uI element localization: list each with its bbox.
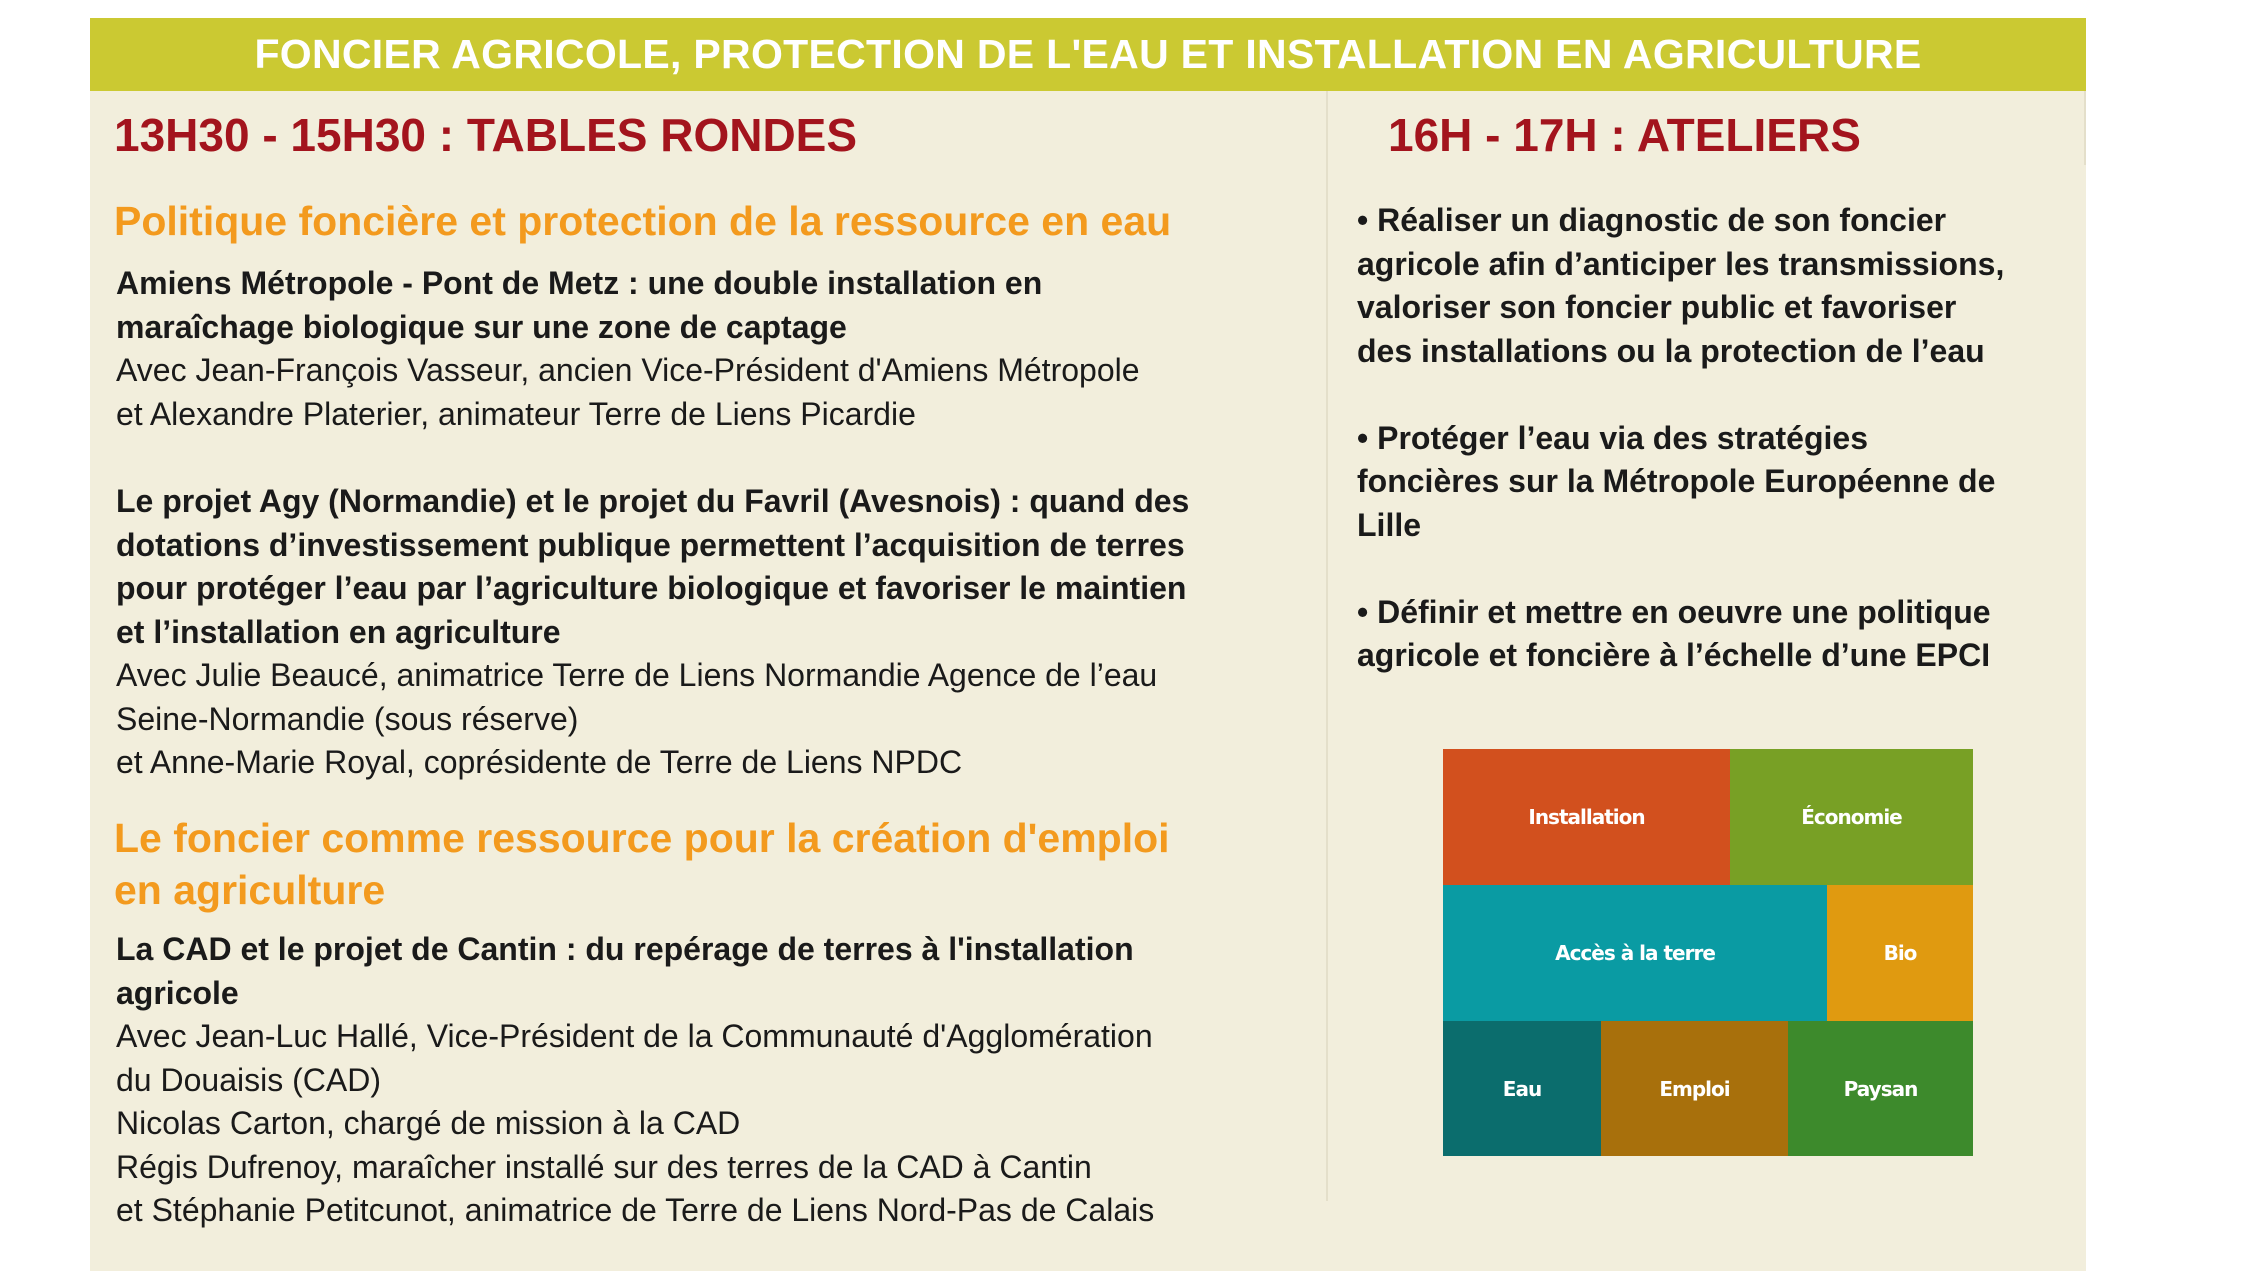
tile-emploi: Emploi: [1601, 1021, 1788, 1156]
workshop-item: [1357, 417, 2077, 548]
workshop-line: agricole afin d’anticiper les transmissions,: [1357, 245, 2005, 282]
talk-title-line: et l’installation en agriculture: [116, 613, 561, 650]
talk-title-line: maraîchage biologique sur une zone de captage: [116, 308, 847, 345]
speaker-line: Avec Jean-Luc Hallé, Vice-Président de la Communauté d'Agglomération: [116, 1018, 1153, 1054]
talk-title-line: dotations d’investissement publique permettent l’acquisition de terres: [116, 526, 1185, 563]
workshop-line: valoriser son foncier public et favoriser: [1357, 289, 1957, 325]
tile-bio: Bio: [1827, 885, 1973, 1021]
speaker-line: et Stéphanie Petitcunot, animatrice de Terre de Liens Nord-Pas de Calais: [116, 1192, 1155, 1228]
workshop-line: • Réaliser un diagnostic de son foncier: [1357, 202, 1947, 238]
page-banner-title: FONCIER AGRICOLE, PROTECTION DE L'EAU ET INSTALLATION EN AGRICULTURE: [90, 18, 2086, 91]
section-heading-line: en agriculture: [114, 867, 386, 913]
tile-eau: Eau: [1443, 1021, 1601, 1156]
speaker-line: Avec Julie Beaucé, animatrice Terre de Liens Normandie Agence de l’eau: [116, 657, 1158, 693]
speaker-line: et Alexandre Platerier, animateur Terre de Liens Picardie: [116, 395, 916, 432]
talk-title-line: agricole: [116, 974, 239, 1011]
tile-acces-terre: Accès à la terre: [1443, 885, 1827, 1021]
workshop-line: agricole et foncière à l’échelle d’une EPCI: [1357, 637, 1991, 673]
workshop-list: [1357, 199, 2077, 721]
talk-speakers-agy-favril: [116, 654, 1157, 785]
talk-title-line: Amiens Métropole - Pont de Metz : une double installation en: [116, 265, 1043, 301]
speaker-line: et Anne-Marie Royal, coprésidente de Terre de Liens NPDC: [116, 744, 963, 780]
talk-title-amiens: [116, 262, 1042, 349]
talk-title-cad-cantin: [116, 928, 1134, 1015]
column-edge: [2084, 91, 2086, 165]
talk-title-line: Le projet Agy (Normandie) et le projet du Favril (Avesnois) : quand des: [116, 483, 1190, 519]
column-divider: [1326, 91, 1328, 1201]
tile-economie: Économie: [1730, 749, 1973, 885]
talk-title-line: La CAD et le projet de Cantin : du repérage de terres à l'installation: [116, 931, 1134, 967]
workshop-line: • Définir et mettre en oeuvre une politique: [1357, 593, 1991, 630]
talk-speakers-cad-cantin: [116, 1015, 1154, 1233]
workshops-heading: 16H - 17H : ATELIERS: [1388, 109, 1861, 161]
workshop-item: [1357, 199, 2077, 373]
workshop-line: • Protéger l’eau via des stratégies: [1357, 419, 1868, 456]
speaker-line: Avec Jean-François Vasseur, ancien Vice-Président d'Amiens Métropole: [116, 352, 1140, 388]
speaker-line: Régis Dufrenoy, maraîcher installé sur des terres de la CAD à Cantin: [116, 1148, 1092, 1185]
round-tables-heading: 13H30 - 15H30 : TABLES RONDES: [114, 109, 858, 161]
workshop-line: des installations ou la protection de l’eau: [1357, 332, 1985, 369]
tile-installation: Installation: [1443, 749, 1730, 885]
section-heading-employment: [114, 812, 1170, 916]
talk-title-line: pour protéger l’eau par l’agriculture biologique et favoriser le maintien: [116, 570, 1187, 606]
speaker-line: Seine-Normandie (sous réserve): [116, 700, 579, 737]
section-heading-line: Politique foncière et protection de la ressource en eau: [114, 198, 1172, 244]
speaker-line: du Douaisis (CAD): [116, 1061, 381, 1098]
workshop-line: Lille: [1357, 506, 1422, 543]
keyword-tiles-graphic: [1443, 749, 1973, 1156]
section-heading-line: Le foncier comme ressource pour la création d'emploi: [114, 815, 1170, 861]
workshop-item: [1357, 591, 2077, 678]
talk-title-agy-favril: [116, 480, 1189, 654]
tile-paysan: Paysan: [1788, 1021, 1973, 1156]
workshop-line: foncières sur la Métropole Européenne de: [1357, 463, 1996, 499]
talk-speakers-amiens: [116, 349, 1140, 436]
speaker-line: Nicolas Carton, chargé de mission à la CAD: [116, 1105, 741, 1141]
section-heading-water-policy: [114, 195, 1171, 247]
